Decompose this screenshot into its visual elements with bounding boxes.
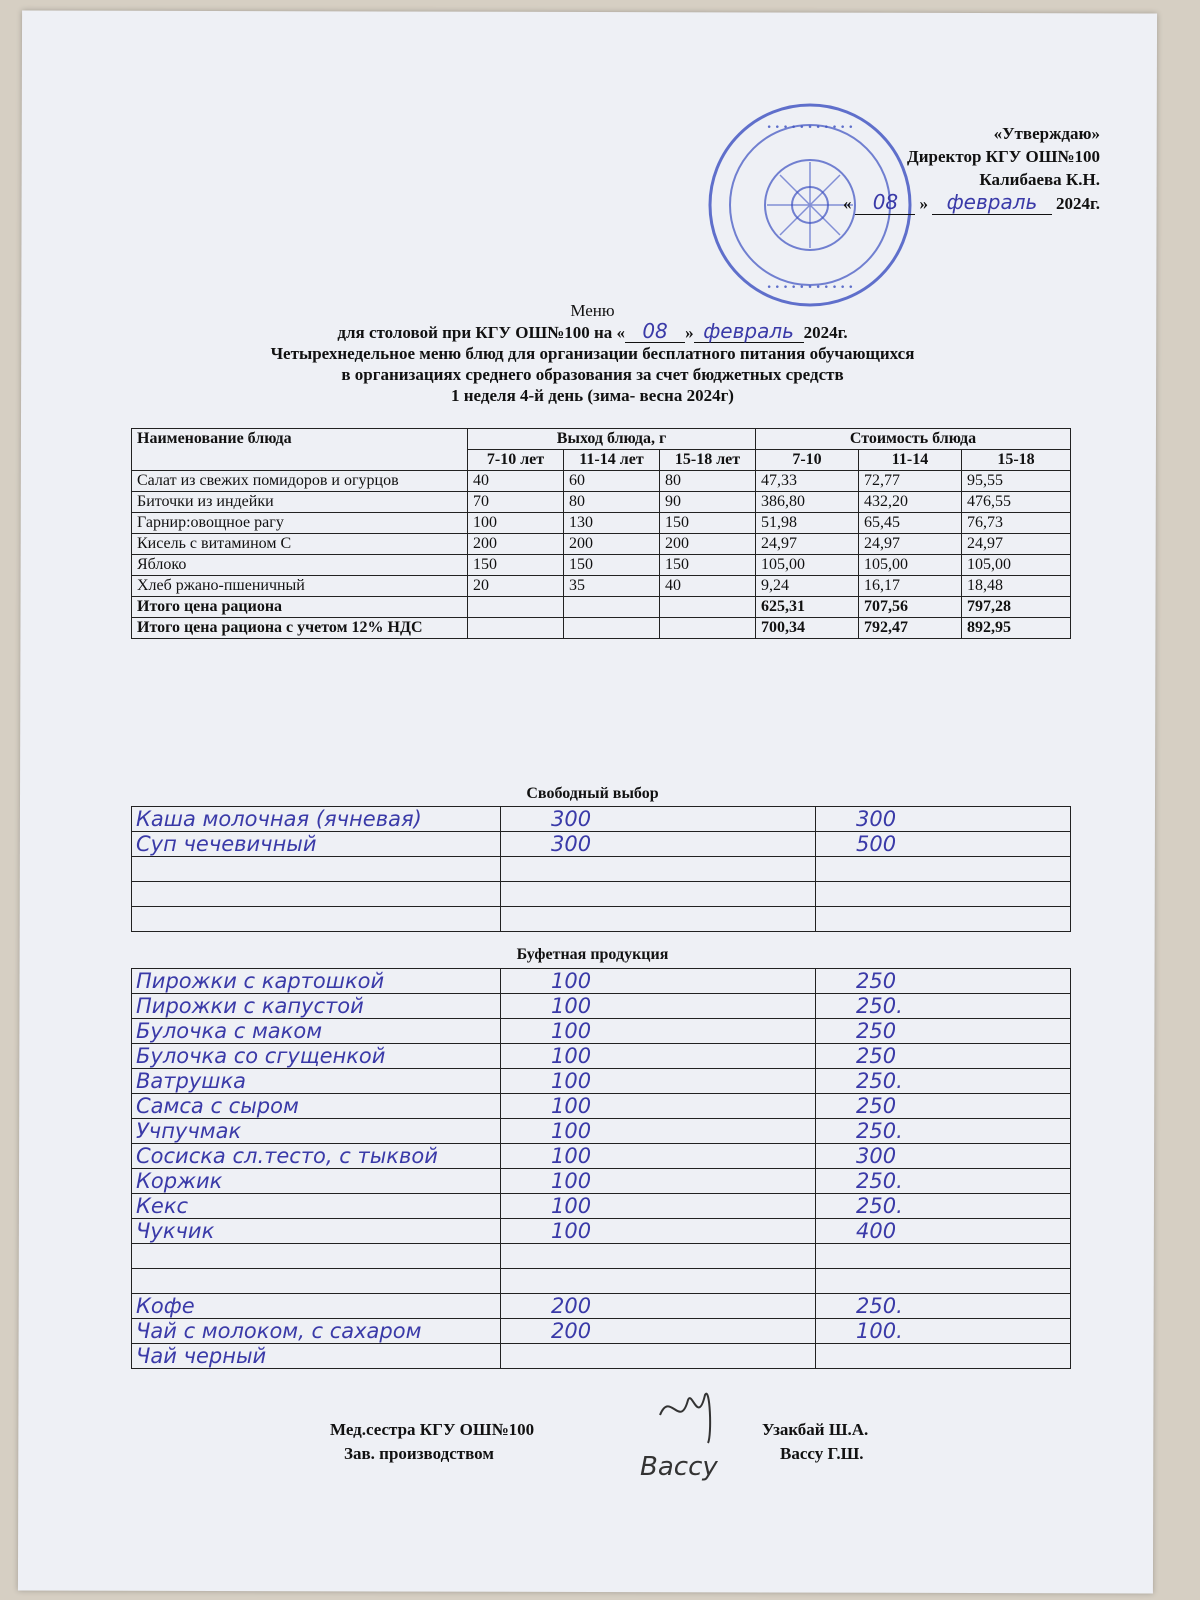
menu-subtitle-date: для столовой при КГУ ОШ№100 на « 08 » февраль 2024г. — [337, 319, 848, 343]
buffet-item-name: Кекс — [132, 1194, 501, 1219]
total-cost-3: 797,28 — [962, 597, 1071, 618]
dish-name: Хлеб ржано-пшеничный — [132, 576, 468, 597]
dish-output: 35 — [564, 576, 660, 597]
buffet-row — [132, 1269, 1071, 1294]
buffet-item-name — [132, 1244, 501, 1269]
header-cost: Стоимость блюда — [756, 429, 1071, 450]
buffet-item-price: 250. — [816, 1169, 1071, 1194]
buffet-row — [132, 1319, 1071, 1344]
buffet-item-price — [816, 1269, 1071, 1294]
menu-description-2: в организациях среднего образования за счет бюджетных средств — [341, 365, 844, 384]
header-age-output-3: 15-18 лет — [660, 450, 756, 471]
header-age-cost-2: 11-14 — [859, 450, 962, 471]
total-cost-1: 625,31 — [756, 597, 859, 618]
free-choice-item-name — [132, 857, 501, 882]
buffet-item-output: 100 — [501, 994, 816, 1019]
free-choice-item-price: 300 — [816, 807, 1071, 832]
buffet-row — [132, 1094, 1071, 1119]
buffet-item-output: 200 — [501, 1294, 816, 1319]
buffet-item-price: 250 — [816, 1094, 1071, 1119]
svg-text:• • • • • • • • • • •: • • • • • • • • • • • — [766, 123, 854, 133]
approval-title: «Утверждаю» — [993, 124, 1100, 143]
dish-name: Яблоко — [132, 555, 468, 576]
dish-output: 70 — [468, 492, 564, 513]
dish-cost: 105,00 — [756, 555, 859, 576]
dish-output: 200 — [660, 534, 756, 555]
approval-date: « 08 » февраль 2024г. — [842, 190, 1100, 214]
free-choice-item-name — [132, 907, 501, 932]
dish-output: 80 — [660, 471, 756, 492]
menu-row — [132, 513, 1071, 534]
dish-cost: 95,55 — [962, 471, 1071, 492]
approval-name: Калибаева К.Н. — [979, 170, 1100, 189]
dish-output: 200 — [468, 534, 564, 555]
free-choice-item-name: Суп чечевичный — [132, 832, 501, 857]
buffet-item-name: Кофе — [132, 1294, 501, 1319]
buffet-item-name: Чай черный — [132, 1344, 501, 1369]
buffet-item-name: Сосиска сл.тесто, с тыквой — [132, 1144, 501, 1169]
buffet-item-output: 100 — [501, 1194, 816, 1219]
buffet-item-price: 250. — [816, 1194, 1071, 1219]
footer-right — [750, 1418, 868, 1466]
buffet-item-name: Коржик — [132, 1169, 501, 1194]
free-choice-item-price — [816, 882, 1071, 907]
dish-cost: 476,55 — [962, 492, 1071, 513]
buffet-row — [132, 1119, 1071, 1144]
menu-row — [132, 534, 1071, 555]
dish-output: 100 — [468, 513, 564, 534]
buffet-item-output: 100 — [501, 1069, 816, 1094]
buffet-item-output: 100 — [501, 1044, 816, 1069]
menu-week-day: 1 неделя 4-й день (зима- весна 2024г) — [451, 386, 734, 405]
footer-nurse-name: Узакбай Ш.А. — [762, 1420, 869, 1439]
dish-name: Биточки из индейки — [132, 492, 468, 513]
dish-output: 200 — [564, 534, 660, 555]
free-choice-item-output: 300 — [501, 832, 816, 857]
buffet-row — [132, 1144, 1071, 1169]
buffet-item-output — [501, 1244, 816, 1269]
buffet-item-name: Булочка с маком — [132, 1019, 501, 1044]
buffet-row — [132, 1194, 1071, 1219]
buffet-item-price: 250. — [816, 1119, 1071, 1144]
header-output: Выход блюда, г — [468, 429, 756, 450]
total-cost-2: 707,56 — [859, 597, 962, 618]
free-choice-row — [132, 857, 1071, 882]
header-age-output-2: 11-14 лет — [564, 450, 660, 471]
header-age-output-1: 7-10 лет — [468, 450, 564, 471]
free-choice-row — [132, 907, 1071, 932]
free-choice-item-output — [501, 882, 816, 907]
buffet-item-output: 100 — [501, 1219, 816, 1244]
buffet-item-name: Пирожки с капустой — [132, 994, 501, 1019]
buffet-row — [132, 1044, 1071, 1069]
buffet-table — [131, 968, 1071, 1369]
dish-output: 130 — [564, 513, 660, 534]
buffet-item-name: Самса с сыром — [132, 1094, 501, 1119]
dish-cost: 432,20 — [859, 492, 962, 513]
free-choice-item-price — [816, 907, 1071, 932]
buffet-item-output: 100 — [501, 1094, 816, 1119]
dish-cost: 24,97 — [756, 534, 859, 555]
buffet-item-price: 400 — [816, 1219, 1071, 1244]
buffet-item-price: 250. — [816, 994, 1071, 1019]
free-choice-item-price — [816, 857, 1071, 882]
buffet-item-name: Чай с молоком, с сахаром — [132, 1319, 501, 1344]
free-choice-item-output — [501, 857, 816, 882]
buffet-row — [132, 1219, 1071, 1244]
dish-cost: 386,80 — [756, 492, 859, 513]
footer-nurse: Мед.сестра КГУ ОШ№100 — [330, 1420, 535, 1439]
menu-row — [132, 555, 1071, 576]
buffet-item-price: 250 — [816, 969, 1071, 994]
menu-title-block — [130, 300, 1055, 406]
dish-output: 20 — [468, 576, 564, 597]
buffet-row — [132, 1244, 1071, 1269]
total-vat-cost-2: 792,47 — [859, 618, 962, 639]
free-choice-item-output — [501, 907, 816, 932]
buffet-item-name: Булочка со сгущенкой — [132, 1044, 501, 1069]
total-label: Итого цена рациона — [132, 597, 468, 618]
menu-rows — [132, 471, 1071, 597]
buffet-item-price — [816, 1344, 1071, 1369]
dish-output: 150 — [564, 555, 660, 576]
dish-name: Гарнир:овощное рагу — [132, 513, 468, 534]
buffet-item-output: 100 — [501, 1169, 816, 1194]
total-vat-cost-1: 700,34 — [756, 618, 859, 639]
buffet-item-name — [132, 1269, 501, 1294]
buffet-item-price: 100. — [816, 1319, 1071, 1344]
buffet-row — [132, 1069, 1071, 1094]
dish-cost: 105,00 — [962, 555, 1071, 576]
buffet-row — [132, 969, 1071, 994]
approval-block — [843, 122, 1100, 215]
free-choice-item-name: Каша молочная (ячневая) — [132, 807, 501, 832]
buffet-item-price: 250 — [816, 1044, 1071, 1069]
footer-left — [330, 1418, 534, 1466]
buffet-item-name: Ватрушка — [132, 1069, 501, 1094]
dish-cost: 18,48 — [962, 576, 1071, 597]
buffet-item-output: 100 — [501, 1119, 816, 1144]
buffet-item-output — [501, 1344, 816, 1369]
buffet-row — [132, 1019, 1071, 1044]
menu-row — [132, 576, 1071, 597]
dish-output: 90 — [660, 492, 756, 513]
free-choice-item-output: 300 — [501, 807, 816, 832]
dish-cost: 105,00 — [859, 555, 962, 576]
dish-cost: 24,97 — [859, 534, 962, 555]
free-choice-table — [131, 806, 1071, 932]
free-choice-item-name — [132, 882, 501, 907]
menu-title: Меню — [570, 301, 615, 320]
buffet-item-output — [501, 1269, 816, 1294]
dish-cost: 76,73 — [962, 513, 1071, 534]
buffet-item-output: 200 — [501, 1319, 816, 1344]
buffet-item-name: Пирожки с картошкой — [132, 969, 501, 994]
header-age-cost-1: 7-10 — [756, 450, 859, 471]
buffet-item-name: Учпучмак — [132, 1119, 501, 1144]
free-choice-item-price: 500 — [816, 832, 1071, 857]
approval-date-month: февраль — [932, 191, 1052, 215]
buffet-item-price: 250. — [816, 1294, 1071, 1319]
menu-date-day: 08 — [625, 321, 685, 343]
menu-row — [132, 492, 1071, 513]
total-vat-label: Итого цена рациона с учетом 12% НДС — [132, 618, 468, 639]
dish-cost: 65,45 — [859, 513, 962, 534]
header-age-cost-3: 15-18 — [962, 450, 1071, 471]
free-choice-title: Свободный выбор — [526, 785, 659, 802]
dish-output: 40 — [468, 471, 564, 492]
menu-table — [131, 428, 1071, 639]
buffet-row — [132, 1169, 1071, 1194]
menu-date-month: февраль — [694, 321, 804, 343]
footer-production: Зав. производством — [344, 1444, 494, 1463]
svg-text:• • • • • • • • • • •: • • • • • • • • • • • — [766, 283, 854, 293]
dish-cost: 51,98 — [756, 513, 859, 534]
dish-cost: 16,17 — [859, 576, 962, 597]
dish-name: Кисель с витамином С — [132, 534, 468, 555]
free-choice-row — [132, 882, 1071, 907]
approval-position: Директор КГУ ОШ№100 — [907, 147, 1100, 166]
buffet-item-price: 300 — [816, 1144, 1071, 1169]
buffet-item-output: 100 — [501, 1019, 816, 1044]
dish-cost: 47,33 — [756, 471, 859, 492]
dish-output: 150 — [660, 513, 756, 534]
dish-cost: 24,97 — [962, 534, 1071, 555]
buffet-item-price: 250. — [816, 1069, 1071, 1094]
signature-nurse — [650, 1385, 730, 1445]
dish-output: 40 — [660, 576, 756, 597]
buffet-item-price: 250 — [816, 1019, 1071, 1044]
header-dish: Наименование блюда — [132, 429, 468, 471]
buffet-title: Буфетная продукция — [516, 946, 669, 963]
total-row — [132, 597, 1071, 618]
approval-date-day: 08 — [855, 191, 915, 215]
dish-cost: 9,24 — [756, 576, 859, 597]
buffet-row — [132, 1294, 1071, 1319]
menu-row — [132, 471, 1071, 492]
total-vat-cost-3: 892,95 — [962, 618, 1071, 639]
dish-output: 150 — [660, 555, 756, 576]
dish-output: 60 — [564, 471, 660, 492]
menu-description-1: Четырехнедельное меню блюд для организации бесплатного питания обучающихся — [270, 344, 915, 363]
dish-output: 80 — [564, 492, 660, 513]
buffet-item-name: Чукчик — [132, 1219, 501, 1244]
signature-production: Вассу — [640, 1452, 718, 1482]
dish-name: Салат из свежих помидоров и огурцов — [132, 471, 468, 492]
dish-output: 150 — [468, 555, 564, 576]
buffet-row — [132, 994, 1071, 1019]
footer-production-name: Вассу Г.Ш. — [780, 1444, 864, 1463]
buffet-row — [132, 1344, 1071, 1369]
buffet-item-price — [816, 1244, 1071, 1269]
buffet-item-output: 100 — [501, 969, 816, 994]
free-choice-row — [132, 832, 1071, 857]
free-choice-row — [132, 807, 1071, 832]
total-vat-row — [132, 618, 1071, 639]
dish-cost: 72,77 — [859, 471, 962, 492]
buffet-item-output: 100 — [501, 1144, 816, 1169]
